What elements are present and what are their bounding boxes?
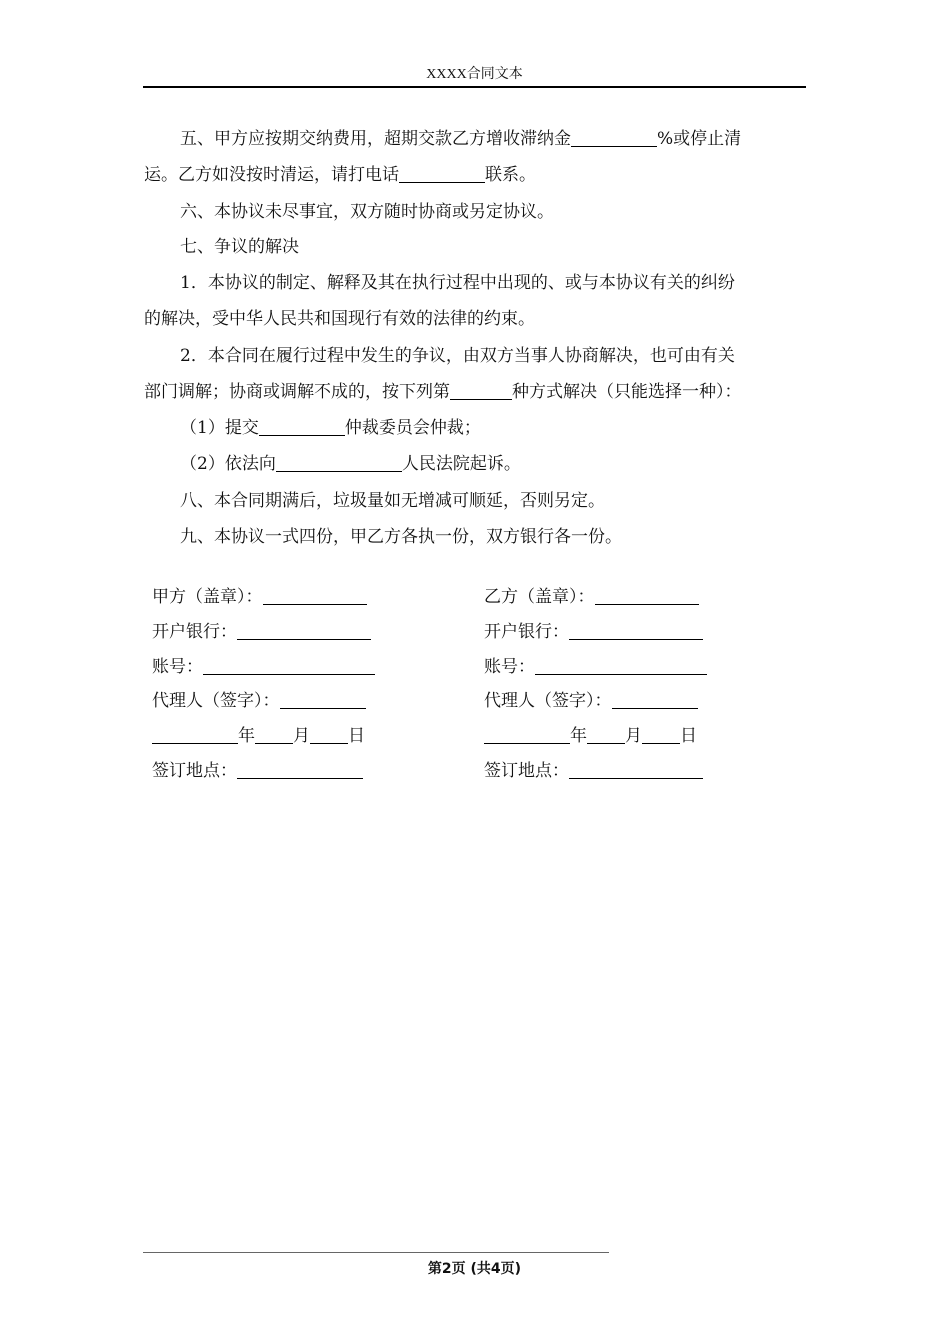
party-b-year-blank[interactable] [484, 725, 570, 744]
party-b-place-row [484, 759, 703, 783]
party-b-seal-row [484, 585, 699, 609]
clause-7-2-text-c: 种方式解决（只能选择一种）： [512, 382, 742, 402]
clause-9: 九、本协议一式四份，甲乙方各执一份，双方银行各一份。 [180, 527, 622, 547]
party-a-agent-blank[interactable] [280, 690, 366, 709]
page-number: 第2页 (共4页) [427, 1261, 522, 1277]
clause-7-heading: 七、争议的解决 [180, 237, 299, 257]
clause-7-1-line-1: 1．本协议的制定、解释及其在执行过程中出现的、或与本协议有关的纠纷 [180, 273, 735, 293]
option-1-text-a: （1）提交 [180, 418, 259, 438]
page-header-title: XXXX合同文本 [426, 67, 523, 82]
party-b-day-blank[interactable] [642, 725, 680, 744]
party-a-seal-blank[interactable] [263, 586, 367, 605]
clause-5-line-2 [144, 163, 536, 187]
party-a-account-row [152, 655, 375, 679]
option-2-text-b: 人民法院起诉。 [401, 454, 521, 474]
party-a-account-blank[interactable] [203, 656, 375, 675]
party-a-seal-label: 甲方（盖章）： [152, 587, 263, 607]
clause-5-text-b: %或停止清 [657, 129, 742, 149]
party-a-day-label: 日 [348, 726, 365, 746]
party-b-bank-label: 开户银行： [484, 622, 569, 642]
clause-7-2-option-2 [180, 452, 521, 476]
party-a-month-blank[interactable] [255, 725, 293, 744]
late-fee-rate-blank[interactable] [571, 128, 657, 147]
party-b-account-blank[interactable] [535, 656, 707, 675]
party-b-seal-blank[interactable] [595, 586, 699, 605]
party-a-agent-label: 代理人（签字）： [152, 691, 280, 711]
clause-6: 六、本协议未尽事宜，双方随时协商或另定协议。 [180, 202, 554, 222]
party-b-place-blank[interactable] [569, 760, 703, 779]
party-a-month-label: 月 [293, 726, 310, 746]
clause-7-1-line-2: 的解决，受中华人民共和国现行有效的法律的约束。 [144, 309, 535, 329]
party-b-agent-blank[interactable] [612, 690, 698, 709]
party-b-account-row [484, 655, 707, 679]
party-b-seal-label: 乙方（盖章）： [484, 587, 595, 607]
clause-5-line-1 [180, 127, 741, 151]
party-b-day-label: 日 [680, 726, 697, 746]
clause-7-2-text-b: 部门调解；协商或调解不成的，按下列第 [144, 382, 450, 402]
party-b-bank-row [484, 620, 703, 644]
party-b-month-label: 月 [625, 726, 642, 746]
phone-number-blank[interactable] [399, 164, 485, 183]
party-a-bank-label: 开户银行： [152, 622, 237, 642]
court-name-blank[interactable] [276, 453, 402, 472]
header-rule [143, 86, 806, 88]
party-a-agent-row [152, 689, 366, 713]
clause-5-text-c: 运。乙方如没按时清运，请打电话 [144, 165, 399, 185]
clause-8: 八、本合同期满后，垃圾量如无增减可顺延，否则另定。 [180, 491, 605, 511]
party-b-month-blank[interactable] [587, 725, 625, 744]
option-2-text-a: （2）依法向 [180, 454, 276, 474]
party-a-date-row [152, 724, 365, 748]
clause-5-text-d: 联系。 [485, 165, 536, 185]
party-a-account-label: 账号： [152, 657, 203, 677]
party-b-agent-label: 代理人（签字）： [484, 691, 612, 711]
party-a-year-label: 年 [238, 726, 255, 746]
party-a-seal-row [152, 585, 367, 609]
party-b-place-label: 签订地点： [484, 761, 569, 781]
party-a-place-row [152, 759, 363, 783]
party-a-bank-row [152, 620, 371, 644]
party-b-bank-blank[interactable] [569, 621, 703, 640]
party-b-date-row [484, 724, 697, 748]
party-b-year-label: 年 [570, 726, 587, 746]
party-a-place-label: 签订地点： [152, 761, 237, 781]
dispute-method-blank[interactable] [450, 381, 512, 400]
party-b-agent-row [484, 689, 698, 713]
party-a-day-blank[interactable] [310, 725, 348, 744]
option-1-text-b: 仲裁委员会仲裁； [344, 418, 481, 438]
clause-5-text-a: 五、甲方应按期交纳费用，超期交款乙方增收滞纳金 [180, 129, 571, 149]
party-b-account-label: 账号： [484, 657, 535, 677]
clause-7-2-option-1 [180, 416, 481, 440]
arbitration-commission-blank[interactable] [259, 417, 345, 436]
party-a-bank-blank[interactable] [237, 621, 371, 640]
footer-rule [143, 1252, 609, 1253]
party-a-place-blank[interactable] [237, 760, 363, 779]
clause-7-2-line-1: 2．本合同在履行过程中发生的争议，由双方当事人协商解决，也可由有关 [180, 346, 735, 366]
clause-7-2-line-2 [144, 380, 742, 404]
party-a-year-blank[interactable] [152, 725, 238, 744]
